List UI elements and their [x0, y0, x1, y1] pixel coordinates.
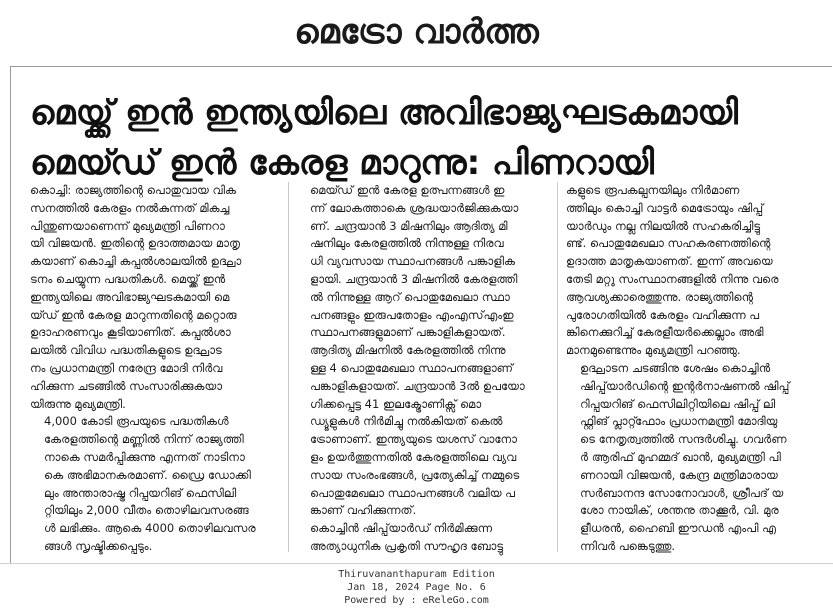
- footer-edition: Thiruvananthapuram Edition: [338, 569, 495, 580]
- article-line: നം പ്രധാനമന്ത്രി നരേന്ദ്ര മോദി നിർവ: [30, 360, 223, 375]
- article-line: റ്റിയിലും 2,000 വീതം തൊഴിലവസരങ്ങ: [44, 503, 249, 518]
- article-paragraph: [30, 182, 280, 413]
- article-line: കളുടെ രൂപകല്പനയിലും നിർമാണ: [566, 183, 740, 197]
- article-line: യി വിജയൻ. ഇതിന്റെ ഉദാത്തമായ മാതൃ: [30, 236, 240, 251]
- article-column-3: [566, 182, 818, 556]
- article-line: പനങ്ങളും ഇരുപതോളം എംഎസ്എംഇ: [310, 307, 514, 322]
- article-line: ർ ആരിഫ് മുഹമ്മദ് ഖാൻ, മുഖ്യമന്ത്രി പി: [580, 449, 781, 464]
- article-paragraph: [296, 520, 546, 556]
- article-line: സായ സംരംഭങ്ങൾ, പ്രത്യേകിച്ച് നമ്മുടെ: [310, 467, 520, 482]
- article-line: ന്ന് ലോകത്താകെ ശ്രദ്ധയാർജിക്കുകയാ: [310, 200, 519, 215]
- article-line: ഹിക്കുന്ന ചടങ്ങിൽ സംസാരിക്കുകയാ: [30, 378, 223, 393]
- article-paragraph: [566, 182, 818, 360]
- page-footer: [0, 568, 833, 607]
- article-line: ആവശ്യക്കാരെത്തുന്നു. രാജ്യത്തിന്റെ: [566, 289, 754, 304]
- page-rule-top: [10, 66, 832, 67]
- article-line: ന്നിവർ പങ്കെടുത്തു.: [580, 538, 676, 553]
- article-line: ൾ ലഭിക്കും. ആകെ 4000 തൊഴിലവസര: [44, 521, 256, 536]
- article-line: നാകെ സമർപ്പിക്കുന്നു എന്നത് നാടിനാ: [44, 449, 245, 464]
- article-line: കൊച്ചിൻ ഷിപ്പ്‌യാർഡ് നിർമിക്കുന്ന: [310, 521, 493, 536]
- article-line: പൊതുമേഖലാ സ്ഥാപനങ്ങൾ വലിയ പ: [310, 485, 516, 500]
- article-line: ഗിക്കപ്പെട്ട 41 ഇലക്ട്രോണിക്സ് മൊ: [310, 396, 482, 411]
- article-line: ഉദ്ഘാടന ചടങ്ങിനു ശേഷം കൊച്ചിൻ: [580, 360, 771, 375]
- page-rule-left: [10, 66, 11, 563]
- footer-date-page: Jan 18, 2024 Page No. 6: [347, 582, 486, 593]
- article-line: കേരളത്തിന്റെ മണ്ണിൽ നിന്ന് രാജ്യത്തി: [44, 432, 244, 447]
- article-line: പുരോഗതിയിൽ കേരളം വഹിക്കുന്ന പ: [566, 307, 760, 322]
- article-line: പിന്തുണയാണെന്ന് മുഖ്യമന്ത്രി പിണറാ: [30, 218, 225, 233]
- article-line: മെയ്ഡ് ഇൻ കേരള ഉത്പന്നങ്ങൾ ഇ: [310, 183, 505, 197]
- article-line: കയാണ് കൊച്ചി കപ്പൽശാലയിൽ ഉദ്ഘാ: [30, 254, 242, 269]
- article-line: ങ്ങൾ സൃഷ്ടിക്കപ്പെടും.: [44, 538, 153, 553]
- article-line: ളം ഉയർത്തുന്നതിൽ കേരളത്തിലെ വ്യവ: [310, 449, 517, 464]
- article-line: ങ്കിനെക്കുറിച്ച് കേരളീയർക്കെല്ലാം അഭി: [566, 325, 764, 340]
- article-line: ൽ നിന്നുള്ള ആറ് പൊതുമേഖലാ സ്ഥാ: [310, 289, 510, 304]
- article-line: ഫ്റ്റിങ് പ്ലാറ്റ്ഫോം പ്രധാനമന്ത്രി മോദിയു: [580, 414, 778, 429]
- article-line: ഉദാഹരണവും കൂടിയാണിത്. കപ്പൽശാ: [30, 325, 231, 340]
- article-line: ളായി. ചന്ദ്രയാൻ 3 മിഷനിൽ കേരളത്തി: [310, 271, 518, 286]
- article-line: റിപ്പയറിങ് ഫെസിലിറ്റിയിലെ ഷിപ്പ് ലി: [580, 396, 776, 411]
- article-line: ണ്ട്. പൊതുമേഖലാ സഹകരണത്തിന്റെ: [566, 236, 771, 251]
- article-paragraph: [566, 360, 818, 556]
- article-column-1: [30, 182, 280, 556]
- article-line: യിരുന്നു മുഖ്യമന്ത്രി.: [30, 396, 126, 411]
- footer-powered-by: Powered by : eReleGo.com: [344, 595, 489, 606]
- article-line: ട്രോണാണ്. ഇന്ത്യയുടെ യശസ് വാനോ: [310, 432, 517, 447]
- article-line: സർബാനന്ദ സോനോവാൾ, ശ്രീപദ് യ: [580, 485, 784, 500]
- article-line: ണ്. ചന്ദ്രയാൻ 3 മിഷനിലും ആദിത്യ മി: [310, 218, 508, 233]
- masthead: [0, 0, 833, 64]
- headline-line-2: മെയ്ഡ് ഇൻ കേരള മാറുന്നു: പിണറായി: [30, 143, 655, 183]
- article-line: ടനം ചെയ്യുന്ന പദ്ധതികൾ. മെയ്ക്ക് ഇൻ: [30, 271, 226, 286]
- article-line: ആദിത്യ മിഷനിൽ കേരളത്തിൽ നിന്നു: [310, 343, 506, 358]
- article-line: ധി വ്യവസായ സ്ഥാപനങ്ങൾ പങ്കാളിക: [310, 254, 515, 269]
- column-divider: [288, 182, 289, 552]
- article-line: സ്ഥാപനങ്ങളുമാണ് പങ്കാളികളായത്.: [310, 325, 506, 340]
- article-line: ളീധരൻ, ഹൈബി ഈഡൻ എംപി എ: [580, 521, 776, 536]
- article-line: ത്തിലും കൊച്ചി വാട്ടർ മെട്രോയും ഷിപ്പ്: [566, 200, 764, 215]
- article-column-2: [296, 182, 546, 556]
- article-line: ണറായി വിജയൻ, കേന്ദ്ര മന്ത്രിമാരായ: [580, 467, 778, 482]
- article-line: മാനമുണ്ടെന്നും മുഖ്യമന്ത്രി പറഞ്ഞു.: [566, 343, 741, 358]
- article-line: ലയിൽ വിവിധ പദ്ധതികളുടെ ഉദ്ഘാട: [30, 343, 222, 358]
- article-line: ഇന്ത്യയിലെ അവിഭാജ്യഘടകമായി മെ: [30, 289, 230, 304]
- article-line: യാർഡും നല്ല നിലയിൽ സഹകരിച്ചിട്ടു: [566, 218, 761, 233]
- article-line: ഷിപ്പ്‌യാർഡിന്റെ ഇന്റർനാഷണൽ ഷിപ്പ്: [580, 378, 790, 393]
- article-line: ഉദാത്ത മാതൃകയാണത്. ഇന്ന് അവയെ: [566, 254, 773, 269]
- article-line: അത്യാധുനിക പ്രകൃതി സൗഹൃദ ബോട്ടു: [310, 538, 504, 553]
- article-line: 4,000 കോടി രൂപയുടെ പദ്ധതികൾ: [44, 414, 229, 429]
- column-divider: [557, 182, 558, 552]
- article-line: ശോ നായിക്, ശന്തനു താക്കൂർ, വി. മുര: [580, 503, 779, 518]
- article-line: ങ്കാണ് വഹിക്കുന്നത്.: [310, 503, 417, 518]
- headline: [30, 88, 810, 188]
- article-line: പങ്കാളികളായത്. ചന്ദ്രയാൻ 3ൽ ഉപയോ: [310, 378, 525, 393]
- headline-line-1: മെയ്ക്ക് ഇൻ ഇന്ത്യയിലെ അവിഭാജ്യഘടകമായി: [30, 93, 739, 133]
- article-line: തേടി മറ്റു സംസ്ഥാനങ്ങളിൽ നിന്നു വരെ: [566, 271, 779, 286]
- article-line: ഷനിലും കേരളത്തിൽ നിന്നുള്ള നിരവ: [310, 236, 504, 251]
- footer-rule: [0, 563, 833, 564]
- article-line: കെ അഭിമാനകരമാണ്. ഡ്രൈ ഡോക്കി: [44, 467, 251, 482]
- article-line: സനത്തിൽ കേരളം നൽകുന്നത് മികച്ച: [30, 200, 230, 215]
- article-paragraph: [30, 413, 280, 555]
- masthead-title: മെട്രോ വാർത്ത: [294, 12, 539, 52]
- article-line: ഡ്യൂളുകൾ നിർമിച്ചു നൽകിയത് കെൽ: [310, 414, 503, 429]
- article-line: ലും അന്താരാഷ്ട്ര റിപ്പയറിങ് ഫെസിലി: [44, 485, 237, 500]
- article-line: ള്ള 4 പൊതുമേഖലാ സ്ഥാപനങ്ങളാണ്: [310, 360, 513, 375]
- article-paragraph: [296, 182, 546, 520]
- article-line: യ്ഡ് ഇൻ കേരള മാറുന്നതിന്റെ മറ്റൊരു: [30, 307, 237, 322]
- article-line: കൊച്ചി: രാജ്യത്തിന്റെ പൊതുവായ വിക: [30, 183, 237, 197]
- article-line: ടെ നേതൃത്വത്തിൽ സന്ദർശിച്ചു. ഗവർണ: [580, 432, 787, 447]
